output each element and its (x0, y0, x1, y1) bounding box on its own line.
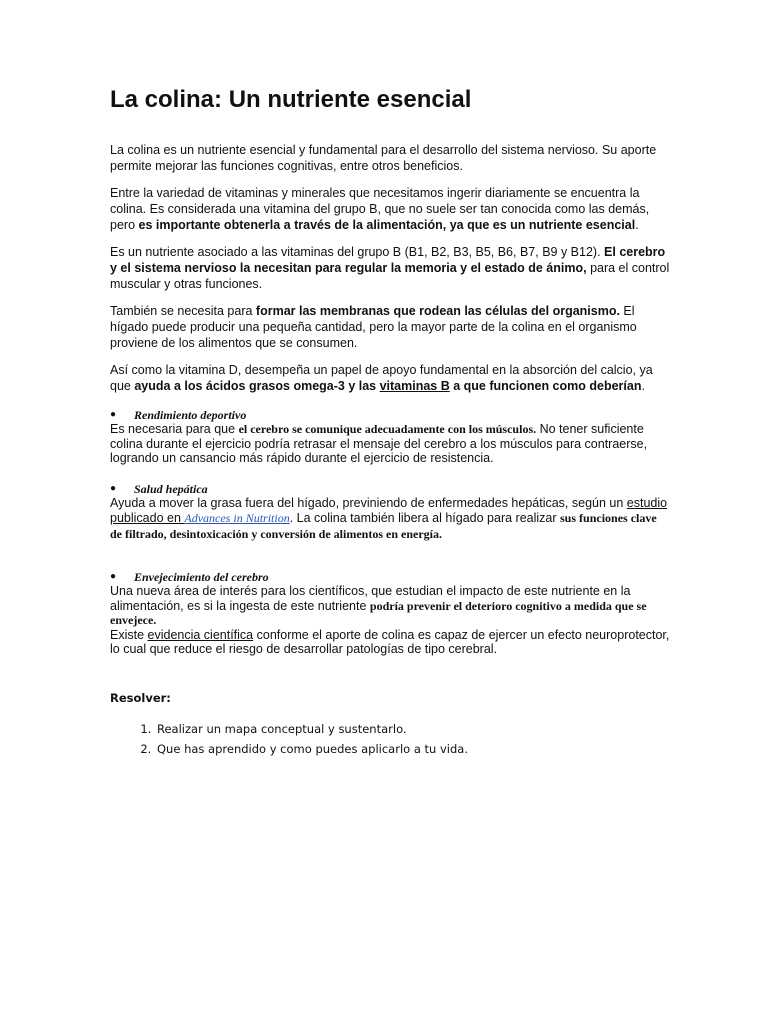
section-heading-envejecimiento: ● Envejecimiento del cerebro (110, 570, 269, 584)
vitaminas-b-link[interactable]: vitaminas B (379, 379, 450, 393)
section-text-envejecimiento: Una nueva área de interés para los científicos, que estudian el impacto de este nutriente en la alimentación, es si la ingesta de este nutriente podría prevenir el deterioro cognitivo a medida que se envejece. (110, 584, 647, 627)
intro-paragraph-5: Así como la vitamina D, desempeña un papel de apoyo fundamental en la absorción del calcio, ya que ayuda a los ácidos grasos omega-3 y las vitaminas B a que funcionen como deberían. (110, 363, 653, 393)
bullet-icon: ● (110, 409, 117, 420)
section-text-salud-hepatica: Ayuda a mover la grasa fuera del hígado, previniendo de enfermedades hepáticas, según un estudio publicado en Advances in Nutrition. La colina también libera al hígado para realizar sus funciones clave de filtrado, desintoxicación y conversión de alimentos en energía. (110, 495, 668, 541)
bullet-icon: ● (110, 482, 117, 494)
estudio-link[interactable]: estudio publicado en (110, 495, 668, 525)
section-text-rendimiento: Es necesaria para que el cerebro se comunique adecuadamente con los músculos. No tener suficiente colina durante el ejercicio podría retrasar el mensaje del cerebro a los músculos para contraerse, logrando un cansancio más rápido durante el ejercicio de resistencia. (110, 422, 648, 465)
evidencia-cientifica-link[interactable]: evidencia científica (147, 627, 254, 642)
intro-paragraph-1: La colina es un nutriente esencial y fundamental para el desarrollo del sistema nervioso. Su aporte permite mejorar las funciones cognitivas, entre otros beneficios. (110, 143, 657, 173)
intro-paragraph-3: Es un nutriente asociado a las vitaminas del grupo B (B1, B2, B3, B5, B6, B7, B9 y B12). El cerebro y el sistema nervioso la necesitan para regular la memoria y el estado de ánimo, para el control muscular y otras funciones. (110, 245, 670, 291)
task-list (110, 719, 670, 759)
advances-in-nutrition-link[interactable]: Advances in Nutrition (184, 511, 290, 525)
section-text-evidencia: Existe evidencia científica conforme el aporte de colina es capaz de ejercer un efecto neuroprotector, lo cual que reduce el riesgo de desarrollar patologías de tipo cerebral. (110, 627, 670, 656)
section-heading-salud-hepatica: ● Salud hepática (110, 481, 208, 496)
intro-paragraph-4: También se necesita para formar las membranas que rodean las células del organismo. El hígado puede producir una pequeña cantidad, pero la mayor parte de la colina en el organismo proviene de los alimentos que se consumen. (110, 304, 637, 350)
document-page (110, 84, 670, 759)
section-heading-rendimiento: ● Rendimiento deportivo (110, 408, 247, 422)
page-title: La colina: Un nutriente esencial (110, 86, 472, 113)
task-item: 2. Que has aprendido y como puedes aplicarlo a tu vida. (155, 739, 670, 759)
intro-paragraph-2: Entre la variedad de vitaminas y minerales que necesitamos ingerir diariamente se encuentra la colina. Es considerada una vitamina del grupo B, que no suele ser tan conocida como las demás, pero es importante obtenerla a través de la alimentación, ya que es un nutriente esencial. (110, 186, 650, 232)
bullet-icon: ● (110, 571, 117, 582)
resolve-label: Resolver: (110, 690, 171, 705)
task-item: 1. Realizar un mapa conceptual y sustentarlo. (155, 719, 670, 739)
